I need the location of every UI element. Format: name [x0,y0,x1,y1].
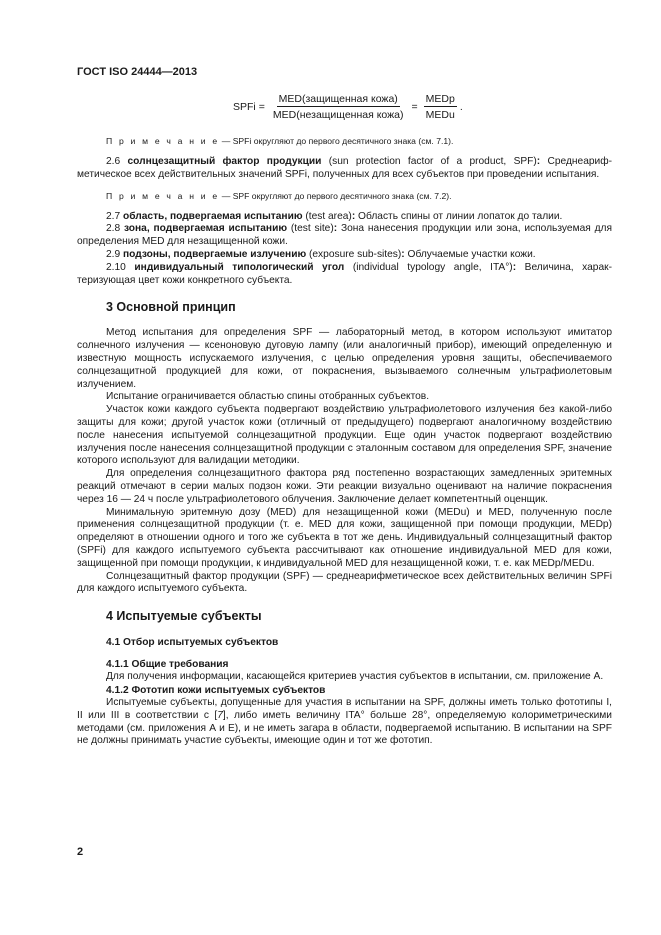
subsection-4-1-2-heading: 4.1.2 Фототип кожи испытуемых субъектов [106,684,326,696]
definition-text: Зона нанесения продукции или зона, используемая для определения MED для незащищенной кожи. [77,223,612,248]
definition-number: 2.8 [106,223,124,235]
formula-equals-2: = [411,101,418,113]
paragraph-text: Испытуемые субъекты, допущенные для участия в испытании на SPF, должны иметь только фототипы I, II или III в соответствии с [ [77,696,612,721]
definition-english: (test site) [287,223,334,235]
formula-lhs: SPFi [233,101,256,113]
note-label: П р и м е ч а н и е [106,190,220,201]
definition-english: (exposure sub-sites) [306,248,402,260]
formula-denominator-2: MEDu [425,109,455,121]
spfi-formula [233,93,463,121]
formula-numerator-2: MEDp [425,93,455,105]
definition-english: (test area) [302,210,352,222]
definition-number: 2.7 [106,210,123,222]
definition-2-10 [77,262,612,288]
section-3-heading: 3 Основной принцип [106,300,236,315]
definition-colon: : [351,210,356,222]
formula-denominator-1: MED(незащищенная кожа) [272,109,404,121]
section-3-paragraph: Испытание ограничивается областью спины отобранных субъектов. [106,391,430,403]
section-3-paragraph: Минимальную эритемную дозу (MED) для незащищенной кожи (MEDu) и MED, полученную после применения солнцезащитной продукции (т. е. MED для кожи, защищенной при помощи продукции, MEDp) определяют в отношении одного и того же субъекта в тот же день. Индивидуальный солнцезащитный фактор (SPFi) для каждого испытуемого субъекта рассчитывают как отношение индивидуальной MED для кожи, защищенной при помощи продукции, к индивидуальной MED для незащищенной кожи, т. е. как MEDp/MEDu. [77,506,612,569]
formula-fraction-1 [271,93,406,121]
definition-english: (sun protection factor of a product, SPF) [321,156,537,167]
definition-number: 2.6 [106,156,128,167]
definition-text: Среднеарифметическое всех действительных значений SPFi, полученных для всех субъектов при проведении испытания. [77,156,613,180]
definition-text: Величина, характеризующая цвет кожи конкретного субъекта. [77,261,612,286]
definition-2-7 [77,211,612,224]
bibliography-reference: 7 [217,709,223,721]
section-3-paragraph: Для определения солнцезащитного фактора ряд постепенно возрастающих замедленных эритемных реакций отмечают в серии малых подзон кожи. Эти реакции визуально оценивают на наличие покраснения через 16 — 24 ч после ультрафиолетового облучения. Заключение делает компетентный оценщик. [77,468,612,505]
section-3-paragraph: Участок кожи каждого субъекта подвергают воздействию ультрафиолетового излучения без какой-либо защиты для кожи; другой участок кожи (отличный от предыдущего) подвергают аналогичному воздействию после нанесения испытуемой солнцезащитной продукции. Еще один участок подвергают воздействию излучения после нанесения солнцезащитной продукции с эталонным составом для определения SPF, значение которого используют для валидации методики. [77,404,612,467]
definition-term: индивидуальный типологический угол [134,261,345,273]
definition-text: Облучаемые участки кожи. [404,248,536,260]
definition-2-9 [77,249,612,262]
definition-number: 2.10 [106,261,135,273]
section-3-paragraph: Солнцезащитный фактор продукции (SPF) — среднеарифметическое всех действительных величин SPFi для каждого испытуемого субъекта. [77,570,612,595]
definition-term: солнцезащитный фактор продукции [127,156,322,167]
definition-text: Область спины от линии лопаток до талии. [355,210,563,222]
definition-term: подзоны, подвергаемые излучению [123,248,307,260]
subsection-4-1-1-paragraph: Для получения информации, касающейся критериев участия субъектов в испытании, см. приложение А. [106,671,604,683]
subsection-4-1-heading: 4.1 Отбор испытуемых субъектов [106,637,279,649]
formula-fraction-2 [424,93,457,121]
formula-period: . [459,101,463,113]
note-label: П р и м е ч а н и е [106,136,220,146]
paragraph-text: ], либо иметь величину ITA° больше 28°, определяемую колориметрическими методами (см. приложения А и Е), и не иметь загара в области, подвергаемой испытанию. В испытании на SPF не должны принимать участие субъекты, имеющие один и тот же фототип. [77,709,612,747]
note-text: — SPF округляют до первого десятичного знака (см. 7.2). [219,190,452,201]
definition-2-8 [77,223,612,249]
definition-term: зона, подвергаемая испытанию [123,223,288,235]
definition-number: 2.9 [106,248,123,260]
page-number: 2 [77,846,84,858]
note-spf [77,191,612,202]
formula-equals: = [258,101,265,113]
definition-english: (individual typology angle, ITA°) [344,261,513,273]
subsection-4-1-1-heading: 4.1.1 Общие требования [106,659,229,671]
definition-colon: : [401,248,405,260]
formula-numerator-1: MED(защищенная кожа) [278,93,398,105]
document-body [77,136,612,748]
definition-colon: : [536,156,541,167]
document-header: ГОСТ ISO 24444—2013 [77,66,198,78]
definition-2-6 [77,156,612,182]
section-3-paragraph: Метод испытания для определения SPF — лабораторный метод, в котором используют имитатор солнечного излучения — ксеноновую дуговую лампу (или аналогичный прибор), имеющий определенную и известную мощность испускаемого излучения, с целью определения уровня защиты, обеспечиваемого солнцезащитной продукцией для кожи, от покраснения, вызываемого солнечным ультрафиолетовым излучением. [77,327,612,390]
note-text: — SPFi округляют до первого десятичного знака (см. 7.1). [219,136,454,146]
section-4-heading: 4 Испытуемые субъекты [106,609,262,624]
subsection-4-1-2-paragraph [77,697,612,748]
definition-term: область, подвергаемая испытанию [123,210,303,222]
note-spfi [77,136,612,147]
definition-colon: : [333,223,338,235]
definition-colon: : [512,261,517,273]
